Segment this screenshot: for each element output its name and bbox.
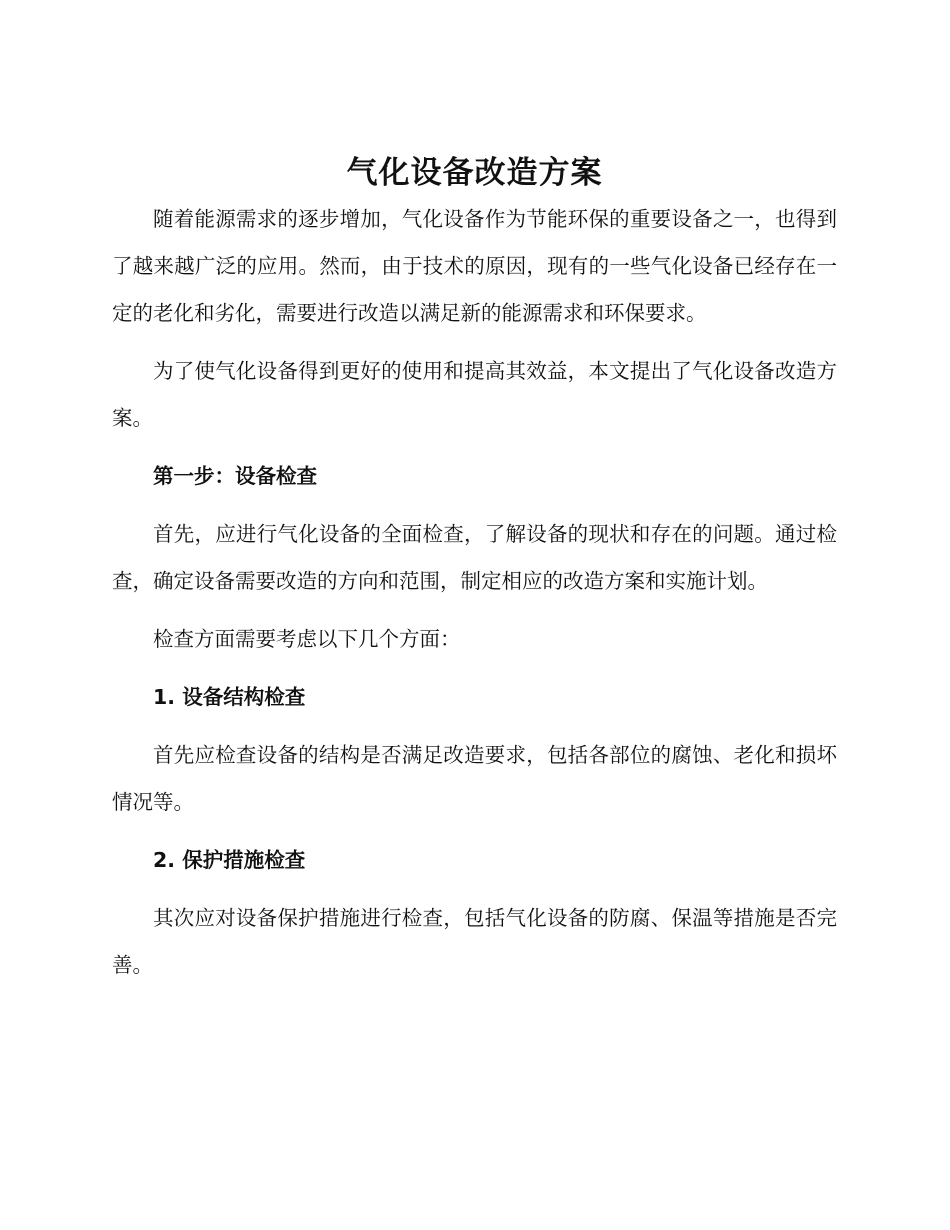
- protection-check-paragraph: 其次应对设备保护措施进行检查，包括气化设备的防腐、保温等措施是否完善。: [112, 906, 837, 977]
- document-title: 气化设备改造方案: [346, 155, 603, 191]
- document-page: [112, 150, 837, 1000]
- purpose-paragraph: 为了使气化设备得到更好的使用和提高其效益，本文提出了气化设备改造方案。: [112, 359, 837, 430]
- step-one-paragraph: 首先，应进行气化设备的全面检查，了解设备的现状和存在的问题。通过检查，确定设备需要改造的方向和范围，制定相应的改造方案和实施计划。: [112, 522, 837, 593]
- intro-paragraph: 随着能源需求的逐步增加，气化设备作为节能环保的重要设备之一，也得到了越来越广泛的应用。然而，由于技术的原因，现有的一些气化设备已经存在一定的老化和劣化，需要进行改造以满足新的能源需求和环保要求。: [112, 207, 837, 325]
- section-heading-step-one: 第一步：设备检查: [153, 464, 317, 488]
- structure-check-paragraph: 首先应检查设备的结构是否满足改造要求，包括各部位的腐蚀、老化和损坏情况等。: [112, 743, 837, 814]
- inspection-aspects-paragraph: 检查方面需要考虑以下几个方面：: [153, 627, 461, 651]
- subheading-protection-check: 2. 保护措施检查: [153, 848, 306, 872]
- subheading-structure-check: 1. 设备结构检查: [153, 685, 306, 709]
